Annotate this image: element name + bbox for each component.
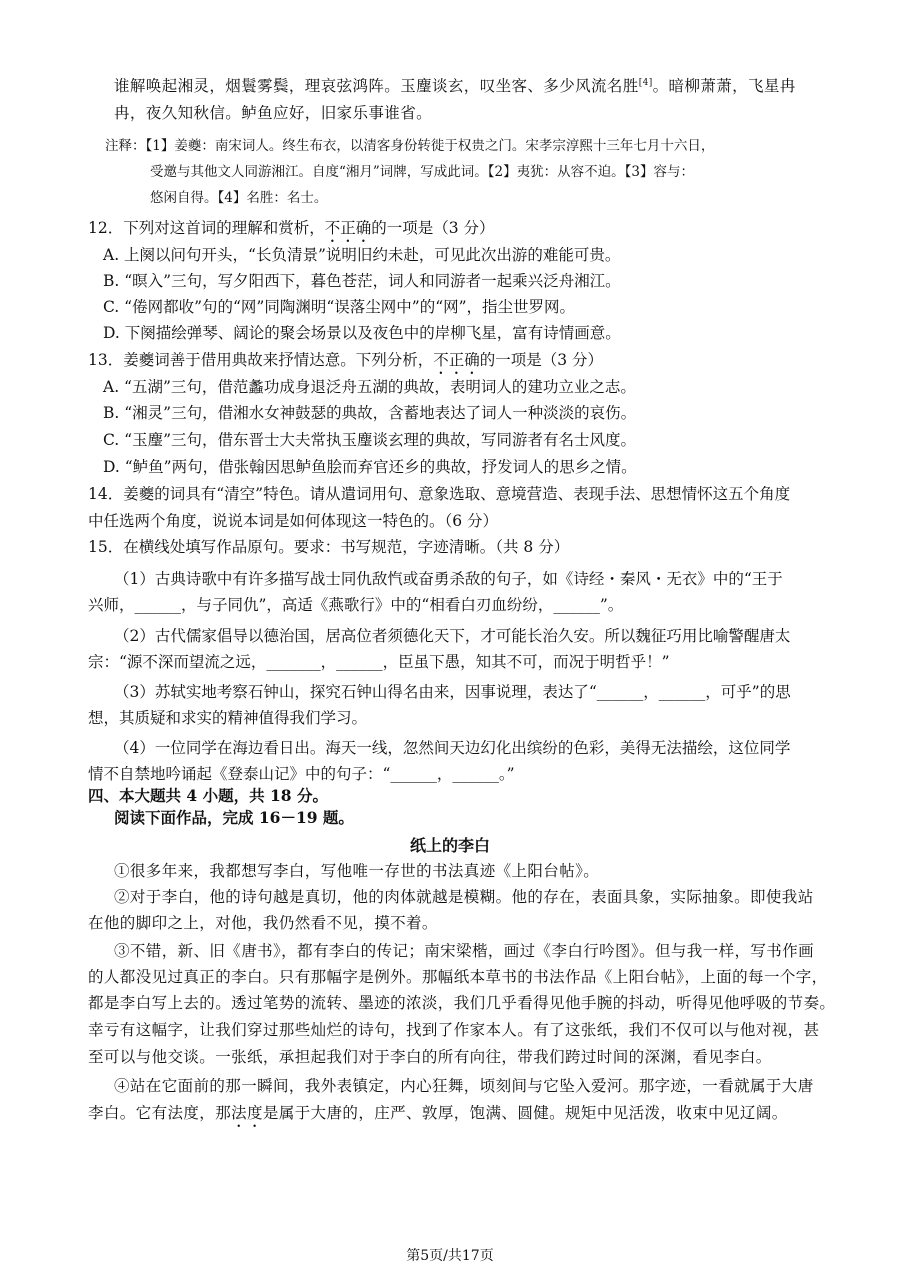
section-4-instruction: 阅读下面作品，完成 16－19 题。 — [114, 808, 354, 827]
essay-title: 纸上的李白 — [409, 836, 490, 855]
q14-line-1: 14．姜夔的词具有“清空”特色。请从遣词用句、意象选取、意境营造、表现手法、思想情怀这五个角度 — [88, 485, 791, 503]
essay-paragraph-3-line-2: 的人都没见过真正的李白。只有那幅字是例外。那幅纸本草书的书法作品《上阳台帖》，上面的每一个字， — [88, 968, 828, 986]
q13-option-b: B. “湘灵”三句，借湘水女神鼓瑟的典故，含蓄地表达了词人一种淡淡的哀伤。 — [103, 404, 637, 422]
q13-option-a: A. “五湖”三句，借范蠡功成身退泛舟五湖的典故，表明词人的建功立业之志。 — [103, 378, 636, 396]
essay-paragraph-3-line-4: 幸亏有这幅字，让我们穿过那些灿烂的诗句，找到了作家本人。有了这张纸，我们不仅可以与他对视，甚 — [88, 1021, 820, 1039]
essay-paragraph-3-line-3: 都是李白写上去的。透过笔势的流转、墨迹的浓淡，我们几乎看得见他手腕的抖动，听得见他呼吸的节奏。 — [88, 994, 836, 1012]
note-line-2: 受邀与其他文人同游湘江。自度“湘月”词牌，写成此词。【2】夷犹：从容不迫。【3】容与： — [150, 164, 694, 180]
q13-stem: 13．姜夔词善于借用典故来抒情达意。下列分析，不正确的一项是（3 分） — [88, 351, 604, 369]
q12-option-a: A. 上阕以问句开头，“长负清景”说明旧约未赴，可见此次出游的难能可贵。 — [103, 246, 621, 264]
poem-line-2: 冉，夜久知秋信。鲈鱼应好，旧家乐事谁省。 — [114, 104, 433, 122]
q12-option-b: B. “暝入”三句，写夕阳西下，暮色苍茫，词人和同游者一起乘兴泛舟湘江。 — [103, 272, 621, 290]
q12-option-c: C. “倦网都收”句的“网”同陶渊明“误落尘网中”的“网”，指尘世罗网。 — [103, 298, 576, 316]
essay-paragraph-4-line-2: 李白。它有法度，那法度是属于大唐的，庄严、敦厚，饱满、圆健。规矩中见活泼，收束中见辽阔。 — [88, 1104, 788, 1122]
q15-item-4-line-2: 情不自禁地吟诵起《登泰山记》中的句子：“______，______。” — [88, 765, 515, 783]
note-line-3: 悠闲自得。【4】名胜：名士。 — [150, 190, 328, 206]
q15-item-1-line-1: （1）古典诗歌中有许多描写战士同仇敌忾或奋勇杀敌的句子，如《诗经・秦风・无衣》中的“王于 — [114, 570, 783, 588]
poem-line-1: 谁解唤起湘灵，烟鬟雾鬓，理哀弦鸿阵。玉麈谈玄，叹坐客、多少风流名胜[4]。暗柳萧萧，飞星冉 — [114, 77, 796, 95]
q15-item-3-line-1: （3）苏轼实地考察石钟山，探究石钟山得名由来，因事说理，表达了“______，______，可乎”的思 — [114, 683, 791, 701]
essay-paragraph-4-line-1: ④站在它面前的那一瞬间，我外表镇定，内心狂舞，顷刻间与它坠入爱河。那字迹，一看就属于大唐 — [114, 1077, 814, 1095]
essay-paragraph-3-line-5: 至可以与他交谈。一张纸，承担起我们对于李白的所有向往，带我们跨过时间的深渊，看见李白。 — [88, 1048, 772, 1066]
q15-item-3-line-2: 想，其质疑和求实的精神值得我们学习。 — [88, 709, 368, 727]
q12-option-d: D. 下阕描绘弹琴、阔论的聚会场景以及夜色中的岸柳飞星，富有诗情画意。 — [103, 324, 621, 342]
essay-paragraph-1: ①很多年来，我都想写李白，写他唯一存世的书法真迹《上阳台帖》。 — [114, 862, 600, 880]
q13-option-c: C. “玉麈”三句，借东晋士大夫常执玉麈谈玄理的典故，写同游者有名士风度。 — [103, 431, 637, 449]
page-number: 第5页/共17页 — [406, 1248, 494, 1264]
q12-stem: 12．下列对这首词的理解和赏析，不正确的一项是（3 分） — [88, 219, 495, 237]
q15-item-2-line-1: （2）古代儒家倡导以德治国，居高位者须德化天下，才可能长治久安。所以魏征巧用比喻警醒唐太 — [114, 627, 791, 645]
q15-stem: 15．在横线处填写作品原句。要求：书写规范，字迹清晰。（共 8 分） — [88, 538, 570, 556]
essay-paragraph-2-line-1: ②对于李白，他的诗句越是真切，他的肉体就越是模糊。他的存在，表面具象，实际抽象。即使我站 — [114, 888, 814, 906]
essay-paragraph-3-line-1: ③不错，新、旧《唐书》，都有李白的传记；南宋梁楷，画过《李白行吟图》。但与我一样，写书作画 — [114, 942, 815, 960]
q15-item-2-line-2: 宗：“源不深而望流之远，_______，______，臣虽下愚，知其不可，而况于明哲乎！” — [88, 653, 670, 671]
q13-option-d: D. “鲈鱼”两句，借张翰因思鲈鱼脍而弃官还乡的典故，抒发词人的思乡之情。 — [103, 458, 637, 476]
q15-item-4-line-1: （4）一位同学在海边看日出。海天一线，忽然间天边幻化出缤纷的色彩，美得无法描绘，这位同学 — [114, 739, 791, 757]
essay-paragraph-2-line-2: 在他的脚印之上，对他，我仍然看不见，摸不着。 — [88, 914, 438, 932]
note-line-1: 注释：【1】姜夔：南宋词人。终生布衣，以清客身份转徙于权贵之门。宋孝宗淳熙十三年七月十六日， — [105, 138, 715, 154]
section-4-heading: 四、本大题共 4 小题，共 18 分。 — [88, 786, 328, 805]
q15-item-1-line-2: 兴师，______，与子同仇”，高适《燕歌行》中的“相看白刃血纷纷，______”。 — [88, 596, 624, 614]
q14-line-2: 中任选两个角度，说说本词是如何体现这一特色的。（6 分） — [88, 512, 499, 530]
